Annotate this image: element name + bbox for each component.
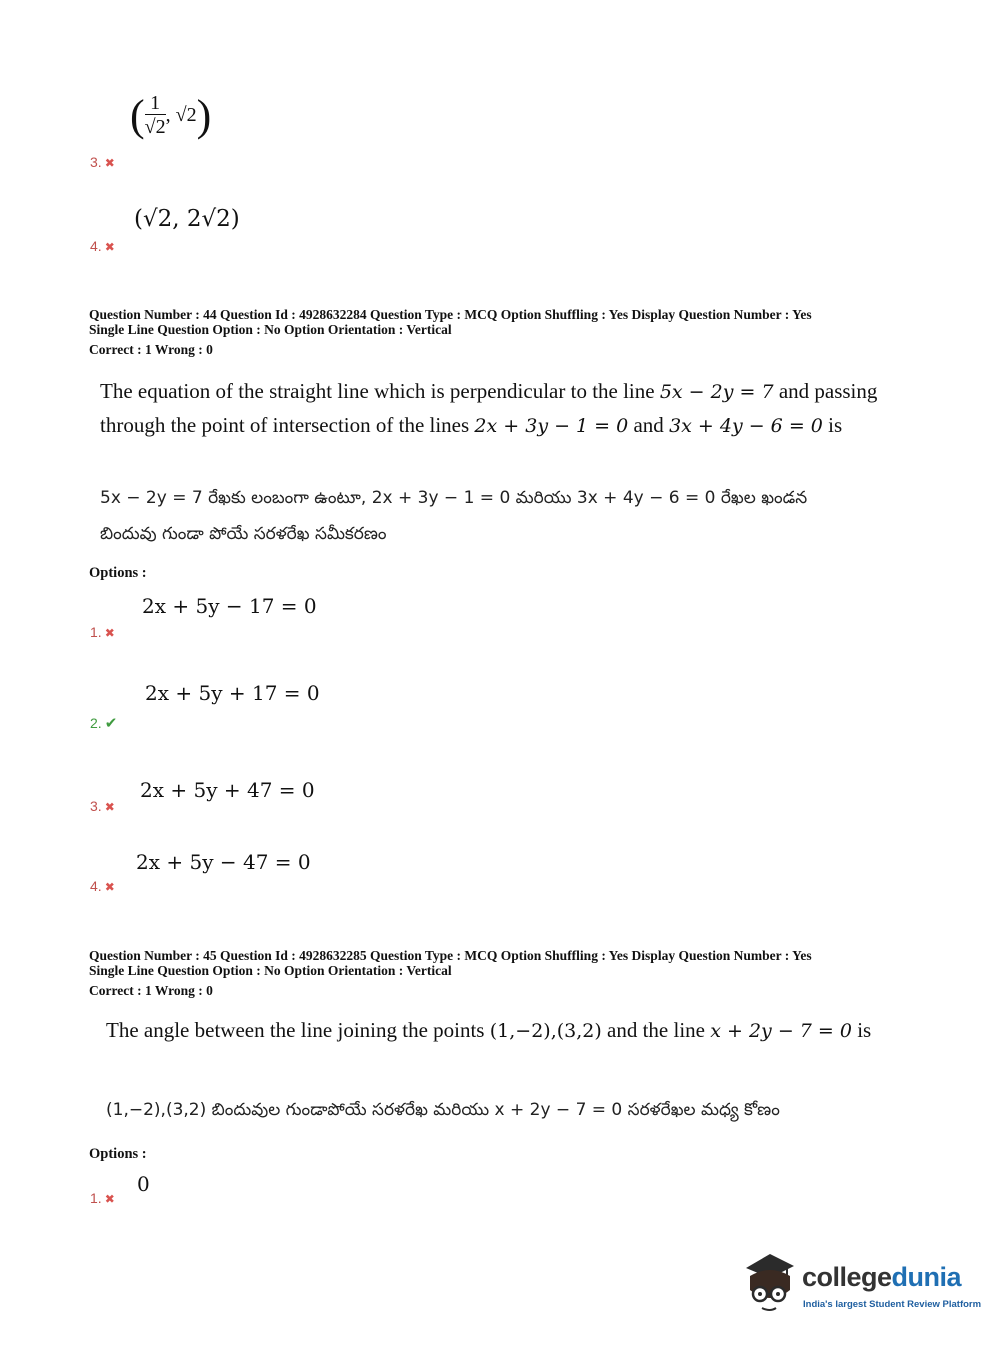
q44-meta-line1: Question Number : 44 Question Id : 4928632284 Question Type : MCQ Option Shuffling : Yes Display Question Number : Yes	[89, 307, 812, 322]
option-number: 3.	[90, 798, 102, 814]
cross-icon: ✖	[104, 626, 115, 640]
cross-icon: ✖	[104, 800, 115, 814]
q44-question-telugu	[100, 480, 807, 552]
q45-meta-line1: Question Number : 45 Question Id : 4928632285 Question Type : MCQ Option Shuffling : Yes Display Question Number : Yes	[89, 948, 812, 963]
q45-question-telugu	[106, 1092, 780, 1128]
mascot-icon	[740, 1250, 800, 1314]
q44-meta-line3: Correct : 1 Wrong : 0	[89, 342, 213, 357]
cross-icon: ✖	[104, 1192, 115, 1206]
telugu-line: బిందువు గుండా పోయే సరళరేఖ సమీకరణం	[100, 524, 387, 544]
checkmark-icon: ✔	[104, 714, 118, 732]
option-expression: 2x + 5y + 47 = 0	[140, 778, 315, 802]
option-expression: 2x + 5y − 47 = 0	[136, 850, 311, 874]
option-expression: 0	[137, 1172, 150, 1196]
option-expression: (√2, 2√2)	[134, 206, 240, 232]
q44-meta	[89, 307, 812, 357]
option-expression: ( $\frac{1}{√2}$ , √2)	[130, 91, 212, 140]
option-number: 1.	[90, 624, 102, 640]
option-number: 2.	[90, 715, 102, 731]
q45-options-label: Options :	[89, 1146, 147, 1162]
q44-options-label: Options :	[89, 565, 147, 581]
telugu-line: (1,−2),(3,2) బిందువుల గుండాపోయే సరళరేఖ మరియు x + 2y − 7 = 0 సరళరేఖల మధ్య కోణం	[106, 1100, 780, 1120]
q44-question-english: The equation of the straight line which is perpendicular to the line 5x − 2y = 7 and passing through the point of intersection of the lines 2x + 3y − 1 = 0 and 3x + 4y − 6 = 0 is	[100, 379, 878, 437]
cross-icon: ✖	[104, 880, 115, 894]
logo-tagline: India's largest Student Review Platform	[803, 1299, 982, 1310]
q45-meta-line2: Single Line Question Option : No Option Orientation : Vertical	[89, 963, 452, 978]
option-number: 4.	[90, 878, 102, 894]
telugu-line: 5x − 2y = 7 రేఖకు లంబంగా ఉంటూ, 2x + 3y − 1 = 0 మరియు 3x + 4y − 6 = 0 రేఖల ఖండన	[100, 488, 808, 508]
collegedunia-logo	[740, 1250, 982, 1320]
q44-meta-line2: Single Line Question Option : No Option Orientation : Vertical	[89, 322, 452, 337]
q45-meta-line3: Correct : 1 Wrong : 0	[89, 983, 213, 998]
option-number: 1.	[90, 1190, 102, 1206]
q45-meta	[89, 948, 812, 998]
cross-icon: ✖	[104, 240, 115, 254]
option-expression: 2x + 5y − 17 = 0	[142, 594, 317, 618]
cross-icon: ✖	[104, 156, 115, 170]
option-number: 3.	[90, 154, 102, 170]
option-number: 4.	[90, 238, 102, 254]
logo-wordmark: collegedunia	[802, 1262, 962, 1292]
q45-question-english: The angle between the line joining the points (1,−2),(3,2) and the line x + 2y − 7 = 0 is	[106, 1018, 872, 1042]
option-expression: 2x + 5y + 17 = 0	[145, 681, 320, 705]
